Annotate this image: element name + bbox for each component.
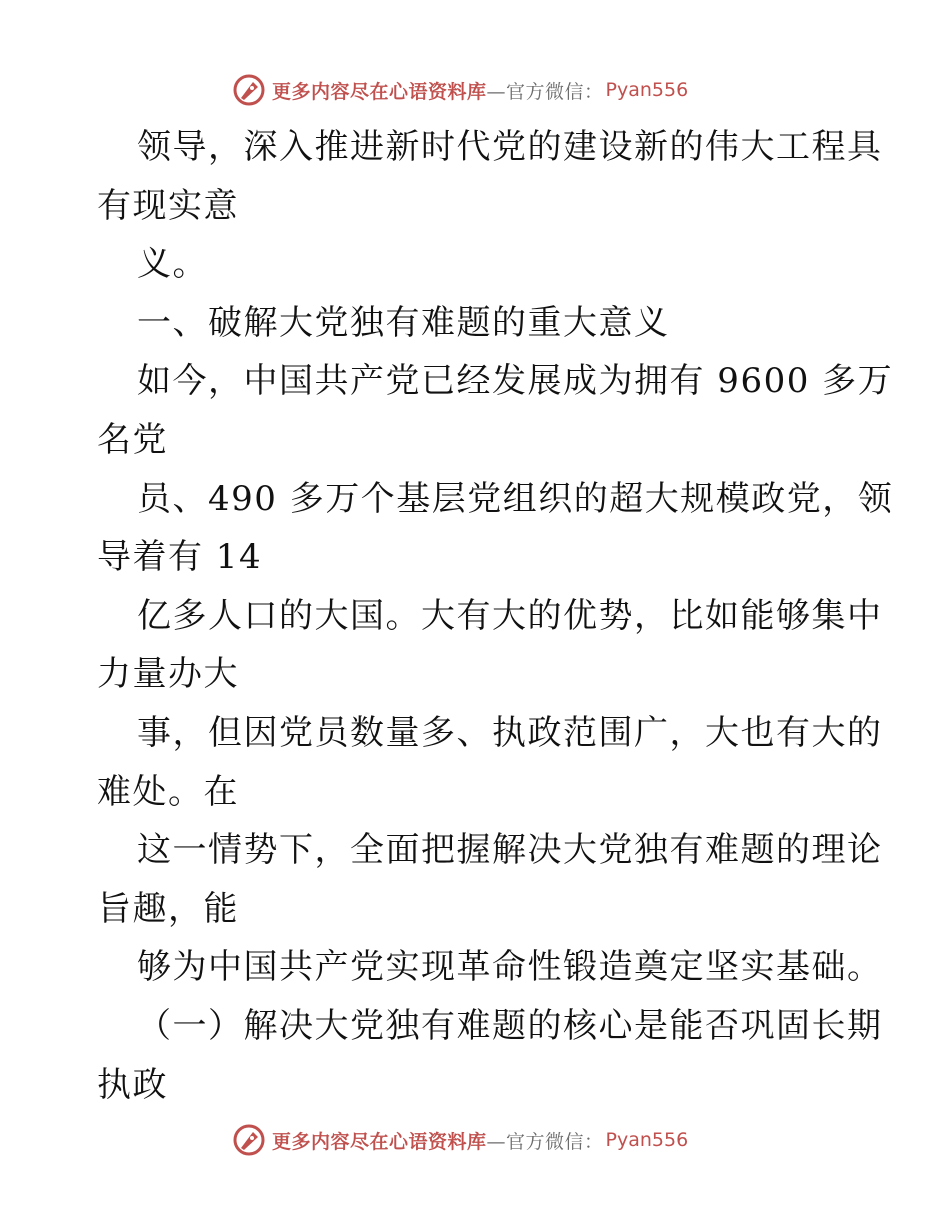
text-line: 名党 bbox=[97, 419, 168, 460]
text-line: 力量办大 bbox=[97, 654, 239, 695]
text-line: 如今，中国共产党已经发展成为拥有 9600 多万 bbox=[137, 361, 894, 402]
text-line: 员、490 多万个基层党组织的超大规模政党，领 bbox=[137, 478, 894, 519]
text-line: 执政 bbox=[97, 1064, 168, 1105]
text-line: 义。 bbox=[137, 244, 208, 285]
text-line: 有现实意 bbox=[97, 185, 239, 226]
banner-wechat-id: Pyan556 bbox=[605, 1129, 689, 1151]
banner-sub-text: —官方微信： bbox=[486, 1130, 604, 1153]
pen-nib-logo-icon bbox=[232, 73, 266, 107]
text-line: 导着有 14 bbox=[97, 537, 263, 578]
banner-wechat-id: Pyan556 bbox=[605, 79, 689, 101]
banner-sub-text: —官方微信： bbox=[486, 80, 604, 103]
text-line: 亿多人口的大国。大有大的优势，比如能够集中 bbox=[137, 595, 883, 636]
text-line: 难处。在 bbox=[97, 771, 239, 812]
pen-nib-logo-icon bbox=[232, 1123, 266, 1157]
text-line: 领导，深入推进新时代党的建设新的伟大工程具 bbox=[137, 127, 883, 167]
body-text bbox=[97, 118, 894, 1114]
text-line: 够为中国共产党实现革命性锻造奠定坚实基础。 bbox=[137, 947, 883, 988]
banner-main-text: 更多内容尽在心语资料库 bbox=[272, 1130, 487, 1153]
subsection-heading: （一）解决大党独有难题的核心是能否巩固长期 bbox=[137, 1005, 883, 1046]
text-line: 这一情势下，全面把握解决大党独有难题的理论 bbox=[137, 830, 883, 871]
header-banner bbox=[232, 72, 712, 108]
banner-main-text: 更多内容尽在心语资料库 bbox=[272, 80, 487, 103]
text-line: 旨趣，能 bbox=[97, 888, 239, 929]
footer-banner bbox=[232, 1122, 712, 1158]
section-heading: 一、破解大党独有难题的重大意义 bbox=[137, 302, 670, 343]
text-line: 事，但因党员数量多、执政范围广，大也有大的 bbox=[137, 712, 883, 753]
